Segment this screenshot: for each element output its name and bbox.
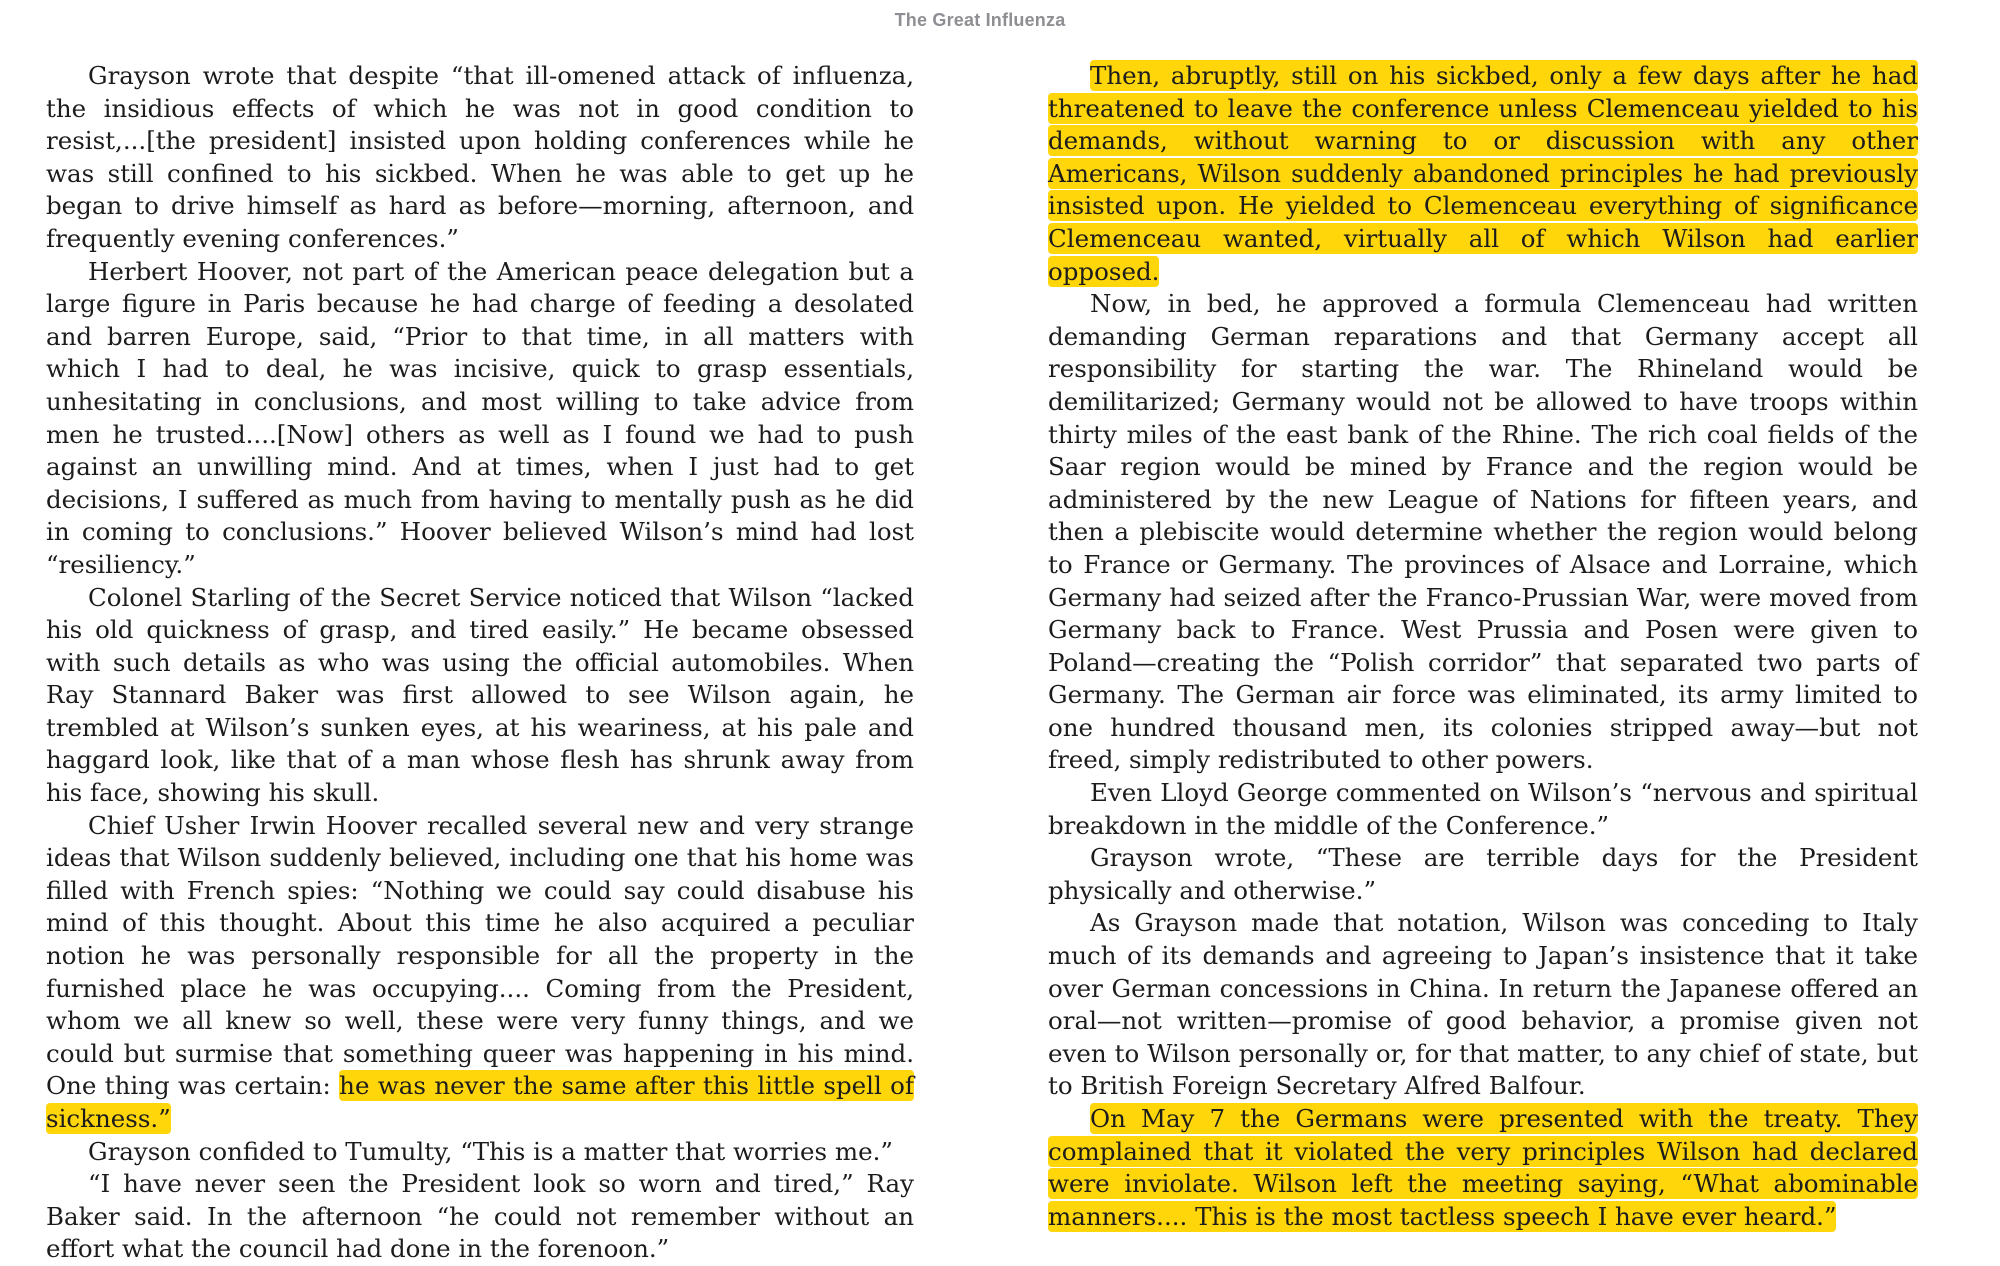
right-paragraph-1: [1048, 60, 1918, 288]
right-paragraph-5: As Grayson made that notation, Wilson was conceding to Italy much of its demands and agreeing to Japan’s insistence that it take over German concessions in China. In return the Japanese offered an oral—not written—promise of good behavior, a promise given not even to Wilson personally or, for that matter, to any chief of state, but to British Foreign Secretary Alfred Balfour.: [1048, 908, 1918, 1101]
left-paragraph-3: Colonel Starling of the Secret Service noticed that Wilson “lacked his old quickness of grasp, and tired easily.” He became obsessed with such details as who was using the official automobiles. When Ray Stannard Baker was first allowed to see Wilson again, he trembled at Wilson’s sunken eyes, at his weariness, at his pale and haggard look, like that of a man whose flesh has shrunk away from his face, showing his skull.: [46, 582, 914, 808]
highlight-never-the-same[interactable]: he was never the same after this little spell of sickness.”: [46, 1071, 914, 1133]
highlight-abruptly-yielded[interactable]: Then, abruptly, still on his sickbed, only a few days after he had threatened to leave the conference unless Clemenceau yielded to his demands, without warning to or discussion with any other Americans, Wilson suddenly abandoned principles he had previously insisted upon. He yielded to Clemenceau everything of significance Clemenceau wanted, virtually all of which Wilson had earlier opposed.: [1048, 61, 1918, 286]
left-paragraph-6: “I have never seen the President look so worn and tired,” Ray Baker said. In the afternoon “he could not remember without an effort what the council had done in the forenoon.”: [46, 1169, 914, 1264]
right-paragraph-2: Now, in bed, he approved a formula Clemenceau had written demanding German reparations and that Germany accept all responsibility for starting the war. The Rhineland would be demilitarized; Germany would not be allowed to have troops within thirty miles of the east bank of the Rhine. The rich coal fields of the Saar region would be mined by France and the region would be administered by the new League of Nations for fifteen years, and then a plebiscite would determine whether the region would belong to France or Germany. The provinces of Alsace and Lorraine, which Germany had seized after the Franco-Prussian War, were moved from Germany back to France. West Prussia and Posen were given to Poland—creating the “Polish corridor” that separated two parts of Germany. The German air force was eliminated, its army limited to one hundred thousand men, its colonies stripped away—but not freed, simply redistributed to other powers.: [1048, 289, 1918, 775]
left-paragraph-4: [46, 810, 914, 1136]
right-paragraph-3: Even Lloyd George commented on Wilson’s “nervous and spiritual breakdown in the middle of the Conference.”: [1048, 778, 1918, 840]
left-paragraph-4-text: Chief Usher Irwin Hoover recalled several new and very strange ideas that Wilson suddenly believed, including one that his home was filled with French spies: “Nothing we could say could disabuse his mind of this thought. About this time he also acquired a peculiar notion he was personally responsible for all the property in the furnished place he was occupying.... Coming from the President, whom we all knew so well, these were very funny things, and we could but surmise that something queer was happening in his mind. One thing was certain:: [46, 810, 914, 1101]
right-page[interactable]: [1048, 60, 1918, 1233]
right-paragraph-6: [1048, 1103, 1918, 1233]
left-paragraph-1: Grayson wrote that despite “that ill-omened attack of influenza, the insidious effects of which he was not in good condition to resist,...[the president] insisted upon holding conferences while he was still confined to his sickbed. When he was able to get up he began to drive himself as hard as before—morning, afternoon, and frequently evening conferences.”: [46, 61, 914, 253]
left-paragraph-2: Herbert Hoover, not part of the American peace delegation but a large figure in Paris because he had charge of feeding a desolated and barren Europe, said, “Prior to that time, in all matters with which I had to deal, he was incisive, quick to grasp essentials, unhesitating in conclusions, and most willing to take advice from men he trusted....[Now] others as well as I found we had to push against an unwilling mind. And at times, when I just had to get decisions, I suffered as much from having to mentally push as he did in coming to conclusions.” Hoover believed Wilson’s mind had lost “resiliency.”: [46, 256, 914, 579]
highlight-may-7-treaty[interactable]: On May 7 the Germans were presented with the treaty. They complained that it violated the very principles Wilson had declared were inviolate. Wilson left the meeting saying, “What abominable manners.... This is the most tactless speech I have ever heard.”: [1048, 1104, 1918, 1231]
left-page[interactable]: [46, 60, 914, 1266]
book-title[interactable]: The Great Influenza: [894, 10, 1066, 30]
right-paragraph-4: Grayson wrote, “These are terrible days for the President physically and otherwise.”: [1048, 843, 1918, 905]
left-paragraph-5: Grayson confided to Tumulty, “This is a matter that worries me.”: [88, 1136, 893, 1166]
